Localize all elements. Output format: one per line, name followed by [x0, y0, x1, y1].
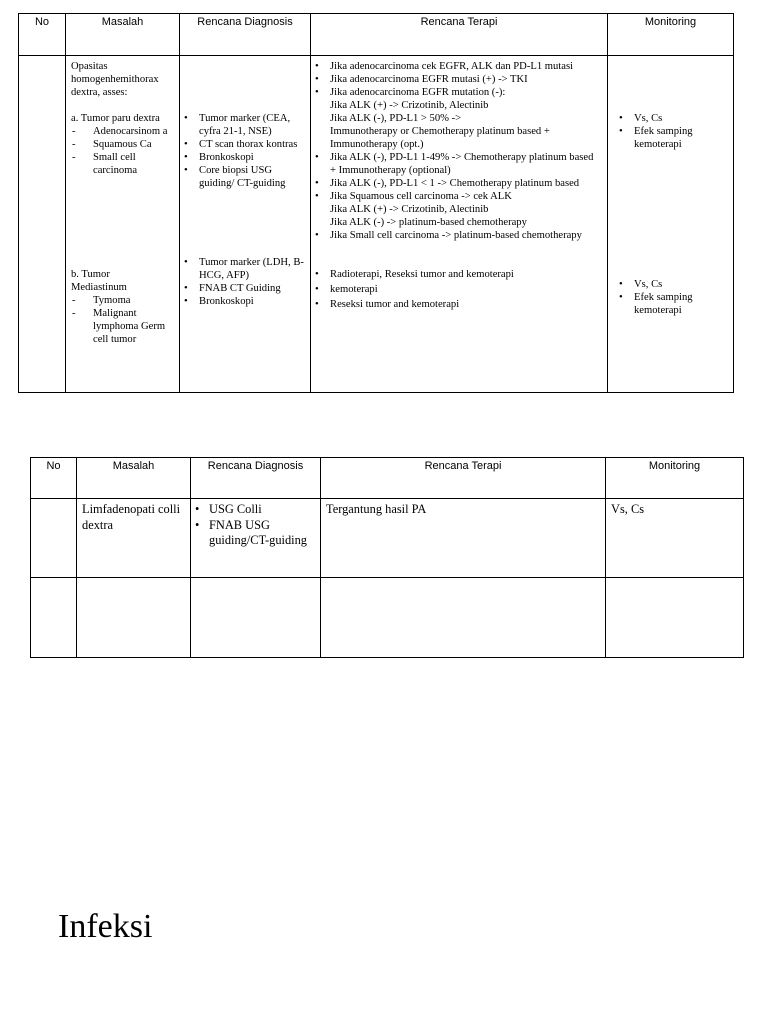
table-header-row: [19, 14, 734, 56]
cell-rencana-terapi: Tergantung hasil PA: [321, 499, 606, 578]
list-item: • Radioterapi, Reseksi tumor and kemoterapi: [311, 268, 597, 281]
monitoring-a-list: [615, 112, 731, 151]
list-item: • CT scan thorax kontras: [180, 138, 308, 151]
list-item: - Malignant lymphoma Germ cell tumor: [71, 307, 179, 346]
header-rencana-terapi: Rencana Terapi: [321, 458, 606, 499]
list-item: • FNAB USG guiding/CT-guiding: [191, 518, 318, 549]
list-item: • Tumor marker (CEA, cyfra 21-1, NSE): [180, 112, 308, 138]
list-item: • Vs, Cs: [615, 278, 731, 291]
list-item: • Core biopsi USG guiding/ CT-guiding: [180, 164, 308, 190]
cell-masalah: [66, 56, 180, 393]
list-item: • Efek samping kemoterapi: [615, 291, 731, 317]
list-item: • Bronkoskopi: [180, 151, 308, 164]
cell-no: [19, 56, 66, 393]
diagnosis-list: [191, 502, 318, 549]
list-item: • Reseksi tumor and kemoterapi: [311, 298, 597, 311]
cell-rencana-terapi: [311, 56, 608, 393]
list-item: • Jika adenocarcinoma EGFR mutasi (+) -> TKI: [311, 73, 597, 86]
masalah-a-title: a. Tumor paru dextra: [71, 113, 160, 124]
list-item: • Jika adenocarcinoma EGFR mutation (-): Jika ALK (+) -> Crizotinib, Alectinib Jika ALK (-), PD-L1 > 50% -> Immunotherapy or Chemotherapy platinum based + Immunotherapy (opt.): [311, 86, 597, 151]
header-no: No: [31, 458, 77, 499]
header-monitoring: Monitoring: [608, 14, 734, 56]
cell-no: [31, 499, 77, 578]
header-rencana-terapi: Rencana Terapi: [311, 14, 608, 56]
list-item: • Jika Small cell carcinoma -> platinum-based chemotherapy: [311, 229, 597, 242]
problem-table-tumor: [18, 13, 734, 393]
list-item: • kemoterapi: [311, 283, 597, 296]
diagnosis-a-list: [180, 112, 308, 190]
cell-empty: [31, 578, 77, 658]
cell-empty: [606, 578, 744, 658]
terapi-b-list: [311, 268, 597, 311]
masalah-a-list: [71, 125, 179, 177]
list-item: • Bronkoskopi: [180, 295, 308, 308]
list-item: • Jika adenocarcinoma cek EGFR, ALK dan PD-L1 mutasi: [311, 60, 597, 73]
list-item: - Squamous Ca: [71, 138, 179, 151]
diagnosis-b-list: [180, 256, 308, 308]
header-monitoring: Monitoring: [606, 458, 744, 499]
section-title: Infeksi: [58, 908, 153, 945]
list-item: • USG Colli: [191, 502, 318, 518]
masalah-b-title: b. Tumor Mediastinum: [71, 269, 127, 293]
header-rencana-diagnosis: Rencana Diagnosis: [180, 14, 311, 56]
cell-rencana-diagnosis: [191, 499, 321, 578]
table-header-row: [31, 458, 744, 499]
problem-table-limfadenopati: [30, 457, 744, 658]
monitoring-b-list: [615, 278, 731, 317]
list-item: - Adenocarsinom a: [71, 125, 179, 138]
masalah-intro: Opasitas homogenhemithorax dextra, asses:: [71, 61, 159, 98]
cell-rencana-diagnosis: [180, 56, 311, 393]
cell-monitoring: Vs, Cs: [606, 499, 744, 578]
table-row: [31, 499, 744, 578]
list-item: • Jika Squamous cell carcinoma -> cek ALK Jika ALK (+) -> Crizotinib, Alectinib Jika ALK (-) -> platinum-based chemotherapy: [311, 190, 597, 229]
cell-empty: [321, 578, 606, 658]
table-row: [31, 578, 744, 658]
header-masalah: Masalah: [66, 14, 180, 56]
cell-empty: [77, 578, 191, 658]
header-rencana-diagnosis: Rencana Diagnosis: [191, 458, 321, 499]
list-item: • Jika ALK (-), PD-L1 < 1 -> Chemotherapy platinum based: [311, 177, 597, 190]
header-masalah: Masalah: [77, 458, 191, 499]
cell-monitoring: [608, 56, 734, 393]
terapi-a-list: [311, 60, 597, 242]
list-item: • Efek samping kemoterapi: [615, 125, 731, 151]
cell-masalah: Limfadenopati colli dextra: [77, 499, 191, 578]
list-item: • Vs, Cs: [615, 112, 731, 125]
list-item: • FNAB CT Guiding: [180, 282, 308, 295]
list-item: • Jika ALK (-), PD-L1 1-49% -> Chemotherapy platinum based + Immunotherapy (optional): [311, 151, 597, 177]
list-item: - Small cell carcinoma: [71, 151, 179, 177]
list-item: • Tumor marker (LDH, B-HCG, AFP): [180, 256, 308, 282]
table-row: [19, 56, 734, 393]
list-item: - Tymoma: [71, 294, 179, 307]
cell-empty: [191, 578, 321, 658]
header-no: No: [19, 14, 66, 56]
masalah-b-list: [71, 294, 179, 346]
